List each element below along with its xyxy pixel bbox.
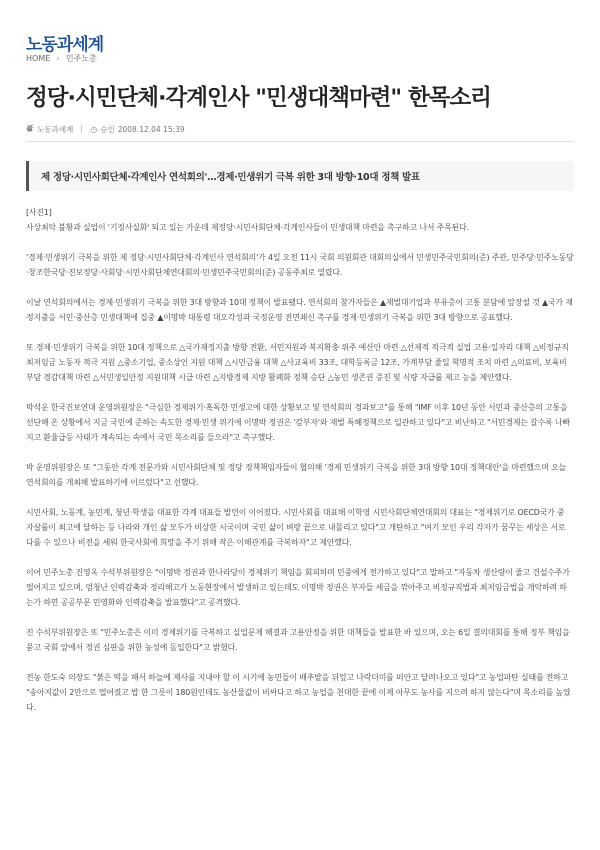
paragraph: 전농 한도숙 의장도 "붉은 떡을 해서 하늘에 제사를 지내야 할 이 시기에 농민들이 배추밭을 뒤엎고 나락더미를 떠안고 달려나오고 있다"고 농업파탄 실태를 전하고 "송아지값이 2만으로 떨어졌고 밥 한 그릇이 180원인데도 농산물값이 비싸다고 하고 농업을 천대한 끝에 이제 아무도 농사를 지으려 하지 않는다"며 목소리를 높였다. [26,673,571,712]
paragraph: 이날 연석회의에서는 경제·민생위기 극복을 위한 3대 방향과 10대 정책이 발표됐다. 연석회의 참가자들은 ▲재벌대기업과 부유층이 고통 분담에 앞장설 것 ▲국가 재정지출을 서민·중산층 민생대책에 집중 ▲이명박 대통령 대오각성과 국정운영 전면쇄신 촉구를 경제·민생위기 극복을 위한 3대 방향으로 공표했다. [26,298,573,322]
paragraph: '경제·민생위기 극복을 위한 제 정당·시민사회단체·각계인사 연석회의'가 4일 오전 11시 국회 의원회관 대회의실에서 민생민주국민회의(준) 주관, 민주당·민주노동당·창조한국당·진보정당·사회당·시민사회단체연대회의·민생민주국민회의(준) 공동주최로 열렸다. [26,253,574,277]
breadcrumb-separator-icon: › [56,53,60,64]
photo-caption: [사진1] [26,208,52,217]
approval-label: 승인 [100,124,115,134]
article-title: 정당·시민단체·각계인사 "민생대책마련" 한목소리 [26,85,491,111]
article-subtitle: 제 정당·시민사회단체·각계인사 연석회의'…경제·민생위기 극복 위한 3대 방향·10대 정책 발표 [41,172,420,183]
paragraph: 박석운 한국진보연대 운영위원장은 "극심한 경제위기·혹독한 민생고에 대한 상황보고 및 연석회의 경과보고"를 통해 "IMF 이후 10년 동안 서민과 중산층의 고통을 선단해 온 상황에서 지금 국민에 준하는 속도한 경제·민생 위기에 이명박 정권은 '감부자'와 재벌 특혜정책으로 일관하고 있다"고 비난하고 "서민경제는 갈수록 나빠지고 환율급등 사태가 계속되는 속에서 국민 목소리를 들으라"고 촉구했다. [26,403,570,442]
paragraph: 박 운영위원장은 또 "그동안 각계 전문가와 시민사회단체 및 정당 정책책임자들이 협의해 '경제 민생위기 극복을 위한 3대 방향 10대 정책대안'을 마련했으며 오늘 연석회의를 개최해 발표하기에 이르렀다"고 선했다. [26,463,567,487]
paragraph: 시민사회, 노동계, 농민계, 청년·학생을 대표한 각계 대표들 발언이 이어졌다. 시민사회를 대표해 이학영 시민사회단체연대회의 대표는 "경제위기로 OECD국가 중 자살률이 최고에 달하는 등 나라와 개인 삶 모두가 비상한 시국이며 국민 삶이 벼랑 끝으로 내몰리고 있다"고 개탄하고 "여기 모인 우리 각자가 꿈꾸는 세상은 서로 다를 수 있으나 비전을 세워 한국사회에 희망을 주기 위해 작은 이해관계를 극복하자"고 제안했다. [26,508,566,547]
breadcrumb-home[interactable]: HOME [26,54,51,63]
author-name[interactable]: 노동과세계 [37,124,74,134]
article-datetime: 2008.12.04 15:39 [117,124,185,134]
paragraph: 이어 민주노총 진영옥 수석부위원장은 "이명박 정권과 한나라당이 경제위기 책임을 회피하며 민중에게 전가하고 있다"고 말하고 "자동차 생산량이 줄고 건설수주가 떨어지고 있으며, 엄청난 인력감축과 정리해고가 노동현장에서 발생하고 있는데도 이명박 정권은 부자들 세금을 깎아주고 비정규직법과 최저임금법을 개악하려 하는가 하면 공공부문 민영화와 인력감축을 발표했다"고 공격했다. [26,568,570,607]
paragraph: 또 경제·민생위기 극복을 위한 10대 정책으로 △국가재정지출 방향 전환, 서민지원과 복지확충 위주 예산안 마련 △선제적 적극적 실업 고용·일자리 대책 △비정규직 최저임금 노동자 적극 지원 △중소기업, 중소상인 지원 대책 △시민금융 대책 △사교육비 33조, 대학등록금 12조, 가계부담 줄일 혁명적 조치 마련 △의료비, 보육비 부담 경감대책 마련 △서민생일안정 지원대책 시급 마련 △지방경제 지방 활폐화 정책 승단 △농민 생존권 증진 및 식량 자급률 제고 능을 제안했다. [26,343,569,382]
site-logo[interactable] [26,30,103,55]
clock-icon: ◷ [90,124,98,134]
paragraph: 진 수석부위원장은 또 "민주노총은 이미 경제위기를 극복하고 실업문제 해결과 고용안정을 위한 대책들을 발표한 바 있으며, 오는 6일 결의대회를 통해 정부 책임을 묻고 국회 앞에서 정권 심판을 위한 농성에 돌입한다"고 밝혔다. [26,628,570,652]
article-body [26,205,574,730]
paragraph: 사상최악 불황과 실업이 '기정사실화' 되고 있는 가운데 제정당·시민사회단체·각계인사들이 민생대책 마련을 촉구하고 나서 주목된다. [26,223,469,232]
author-icon: ⛇ [26,124,34,133]
meta-divider [81,125,82,133]
article-subtitle-box [26,161,574,191]
article-meta [26,123,185,135]
breadcrumb [26,53,97,64]
logo-text: 노동과세계 [26,35,104,55]
breadcrumb-section[interactable]: 민주노총 [65,54,97,63]
header-divider [26,141,574,142]
